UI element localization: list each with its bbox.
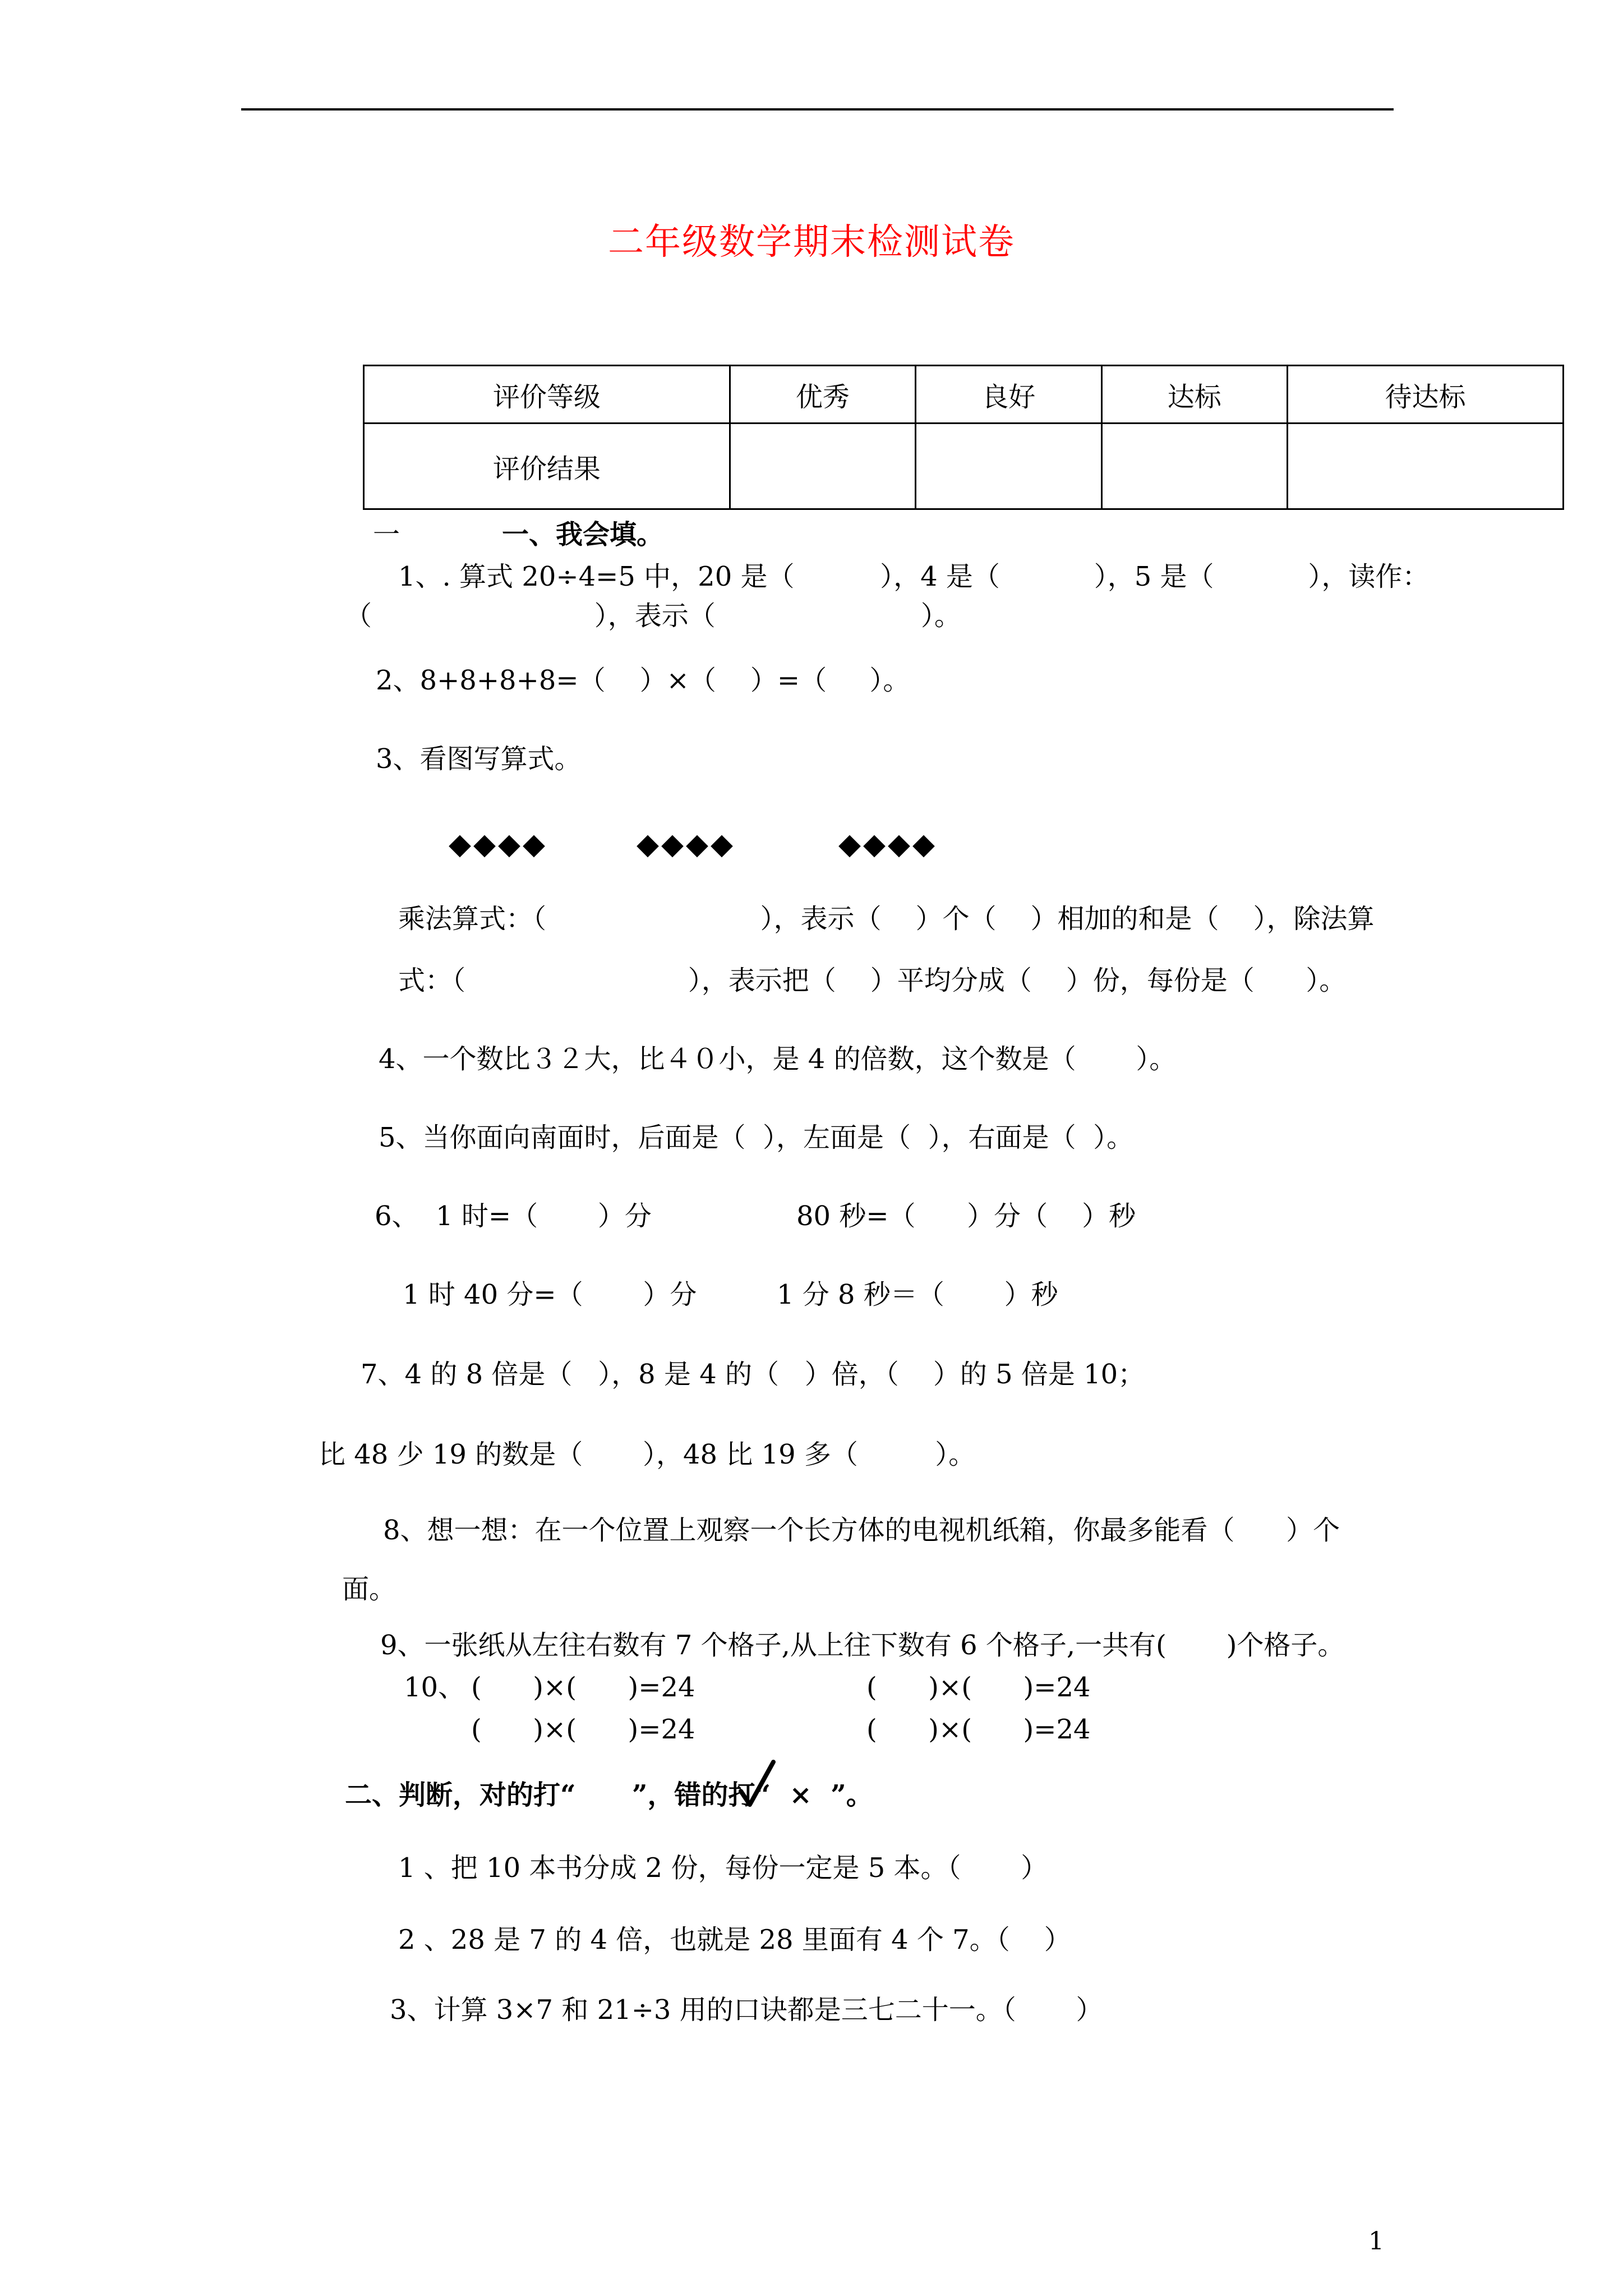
question-1-line2: （ ），表示（ ）。 [345,600,961,632]
question-5: 5、当你面向南面时，后面是（ ），左面是（ ），右面是（ ）。 [379,1122,1134,1153]
question-4: 4、一个数比３２大，比４０小，是 4 的倍数，这个数是（ ）。 [379,1043,1177,1075]
table-cell: 达标 [1101,366,1287,424]
question-3: 3、看图写算式。 [376,743,582,775]
question-10-label: 10、 [404,1672,465,1703]
table-cell: 评价结果 [364,424,730,509]
question-10-d: ( )×( )=24 [866,1714,1091,1745]
question-10-b: ( )×( )=24 [866,1672,1091,1703]
diamond-group-2: ◆◆◆◆ [637,827,735,861]
evaluation-table [363,365,1564,510]
table-cell-empty [730,424,915,509]
table-row [364,424,1564,509]
question-10-c: ( )×( )=24 [471,1714,695,1745]
table-cell-empty [1287,424,1563,509]
question-6-line1-a: 6、 1 时=（ ）分 [375,1200,652,1232]
page-title: 二年级数学期末检测试卷 [608,222,1015,263]
table-cell: 评价等级 [364,366,730,424]
page-number: 1 [1368,2227,1384,2256]
question-6-line2-b: 1 分 8 秒＝（ ）秒 [777,1279,1058,1310]
question-2: 2、8+8+8+8=（ ）×（ ）=（ ）。 [376,665,910,696]
question-6-line2-a: 1 时 40 分=（ ）分 [403,1279,697,1310]
table-cell-empty [1101,424,1287,509]
question-10-a: ( )×( )=24 [471,1672,695,1703]
section1-heading: 一、我会填。 [502,519,664,550]
section-prefix: 一 [373,519,400,550]
header-rule [241,108,1394,111]
table-cell-empty [916,424,1101,509]
question-9: 9、一张纸从左往右数有 7 个格子,从上往下数有 6 个格子,一共有( )个格子。 [380,1630,1345,1661]
judgment-3: 3、计算 3×7 和 21÷3 用的口诀都是三七二十一。（ ） [390,1994,1103,2026]
table-cell: 良好 [916,366,1101,424]
question-8-line1: 8、想一想：在一个位置上观察一个长方体的电视机纸箱，你最多能看（ ）个 [383,1515,1340,1546]
question-3-line2: 式：（ ），表示把（ ）平均分成（ ）份，每份是（ ）。 [398,965,1347,996]
question-7-line1: 7、4 的 8 倍是（ ），8 是 4 的（ ）倍，（ ）的 5 倍是 10； [361,1359,1145,1390]
question-3-line1: 乘法算式：（ ），表示（ ）个（ ）相加的和是（ ），除法算 [398,903,1375,935]
diamond-group-3: ◆◆◆◆ [838,827,937,861]
table-cell: 待达标 [1287,366,1563,424]
diamond-group-1: ◆◆◆◆ [449,827,547,861]
table-cell: 优秀 [730,366,915,424]
question-7-line2: 比 48 少 19 的数是（ ），48 比 19 多（ ）。 [319,1439,976,1470]
question-8-line2: 面。 [342,1573,396,1605]
section2-heading: 二、判断，对的打“ ”，错的打“ × ”。 [345,1779,873,1811]
question-1-line1: 1、. 算式 20÷4=5 中，20 是（ ），4 是（ ），5 是（ ），读作： [398,561,1430,592]
judgment-2: 2 、28 是 7 的 4 倍，也就是 28 里面有 4 个 7。（ ） [398,1924,1071,1955]
checkmark-icon [737,1759,777,1809]
question-6-line1-b: 80 秒=（ ）分（ ）秒 [796,1200,1136,1232]
judgment-1: 1 、把 10 本书分成 2 份，每份一定是 5 本。（ ） [398,1852,1048,1884]
table-row [364,366,1564,424]
